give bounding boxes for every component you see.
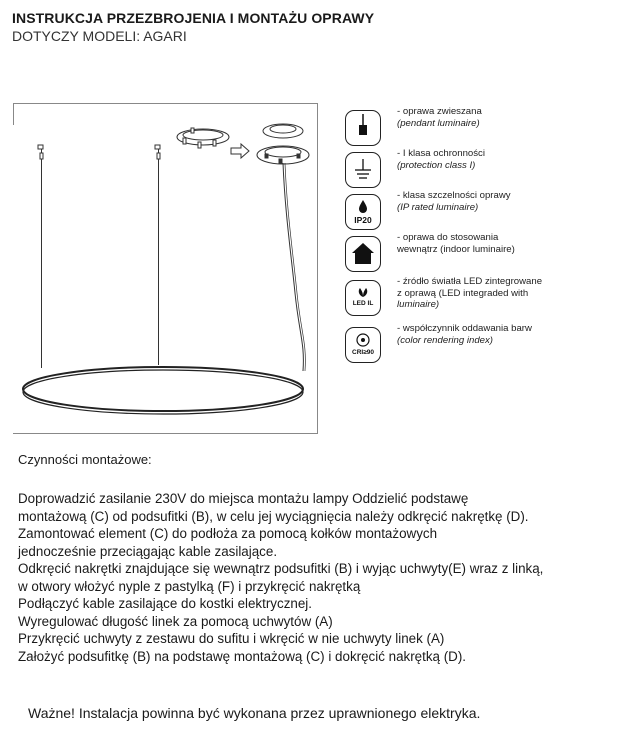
legend-translation: wewnątrz (indoor luminaire) xyxy=(397,243,515,255)
step-line: montażową (C) od podsufitki (B), w celu jej wyciągnięcia należy odkręcić nakrętkę (D). xyxy=(18,508,529,524)
power-cable xyxy=(283,163,303,371)
legend-label: - oprawa do stosowania xyxy=(397,232,499,243)
legend-label: - współczynnik oddawania barw xyxy=(397,323,532,334)
legend-translation: (pendant luminaire) xyxy=(397,117,480,129)
legend-translation: (IP rated luminaire) xyxy=(397,201,479,213)
step-line: Zamontować element (C) do podłoża za pomocą kołków montażowych xyxy=(18,526,438,541)
step-line: Podłączyć kable zasilające do kostki elektrycznej. xyxy=(18,596,312,611)
legend-label: - oprawa zwieszana xyxy=(397,106,482,117)
ground-icon xyxy=(345,152,381,188)
step-line: Doprowadzić zasilanie 230V do miejsca montażu lampy Oddzielić podstawę xyxy=(18,491,469,506)
ring-luminaire xyxy=(23,367,303,414)
ceiling-hook-left xyxy=(38,145,43,159)
led-label: LED IL xyxy=(352,300,374,307)
legend-label: - źródło światła LED zintegrowane xyxy=(397,276,543,287)
lamp-drawing xyxy=(13,103,317,432)
mounting-base-plate xyxy=(177,128,229,148)
step-line: jednocześnie przeciągając kable zasilające. xyxy=(18,543,278,559)
house-icon xyxy=(345,236,381,272)
installation-steps xyxy=(18,490,543,665)
legend-label: - klasa szczelności oprawy xyxy=(397,190,511,201)
legend-translation-cont: luminaire) xyxy=(397,299,440,310)
cri-icon xyxy=(345,327,381,363)
step-line: Odkręcić nakrętki znajdujące się wewnątrz podsufitki (B) i wyjąc uchwyty(E) wraz z linką, xyxy=(18,561,544,576)
step-line: Przykręcić uchwyty z zestawu do sufitu i wkręcić w nie uchwyty linek (A) xyxy=(18,631,445,646)
steps-heading: Czynności montażowe: xyxy=(18,452,152,467)
step-line: w otwory włożyć nyple z pastylką (F) i przykręcić nakrętką xyxy=(18,578,361,594)
legend-label: - I klasa ochronności xyxy=(397,148,485,159)
legend-translation: (color rendering index) xyxy=(397,334,493,346)
step-line: Założyć podsufitkę (B) na podstawę montażową (C) i dokręcić nakrętką (D). xyxy=(18,648,467,664)
led-icon xyxy=(345,280,381,316)
drop-icon xyxy=(345,194,381,230)
cri-label: CRI≥90 xyxy=(352,349,374,356)
canopy xyxy=(257,124,309,164)
legend-translation: z oprawą (LED integraded with xyxy=(397,287,529,299)
legend-translation: (protection class I) xyxy=(397,159,476,171)
page-title: INSTRUKCJA PRZEZBROJENIA I MONTAŻU OPRAWY xyxy=(12,10,375,26)
important-note: Ważne! Instalacja powinna być wykonana przez uprawnionego elektryka. xyxy=(28,705,481,721)
ip-rating-label: IP20 xyxy=(354,215,372,225)
assembly-arrow xyxy=(231,144,249,158)
step-line: Wyregulować długość linek za pomocą uchwytów (A) xyxy=(18,613,333,629)
pendant-icon xyxy=(345,110,381,146)
ceiling-hook-middle xyxy=(155,145,160,159)
model-subtitle: DOTYCZY MODELI: AGARI xyxy=(12,28,187,44)
